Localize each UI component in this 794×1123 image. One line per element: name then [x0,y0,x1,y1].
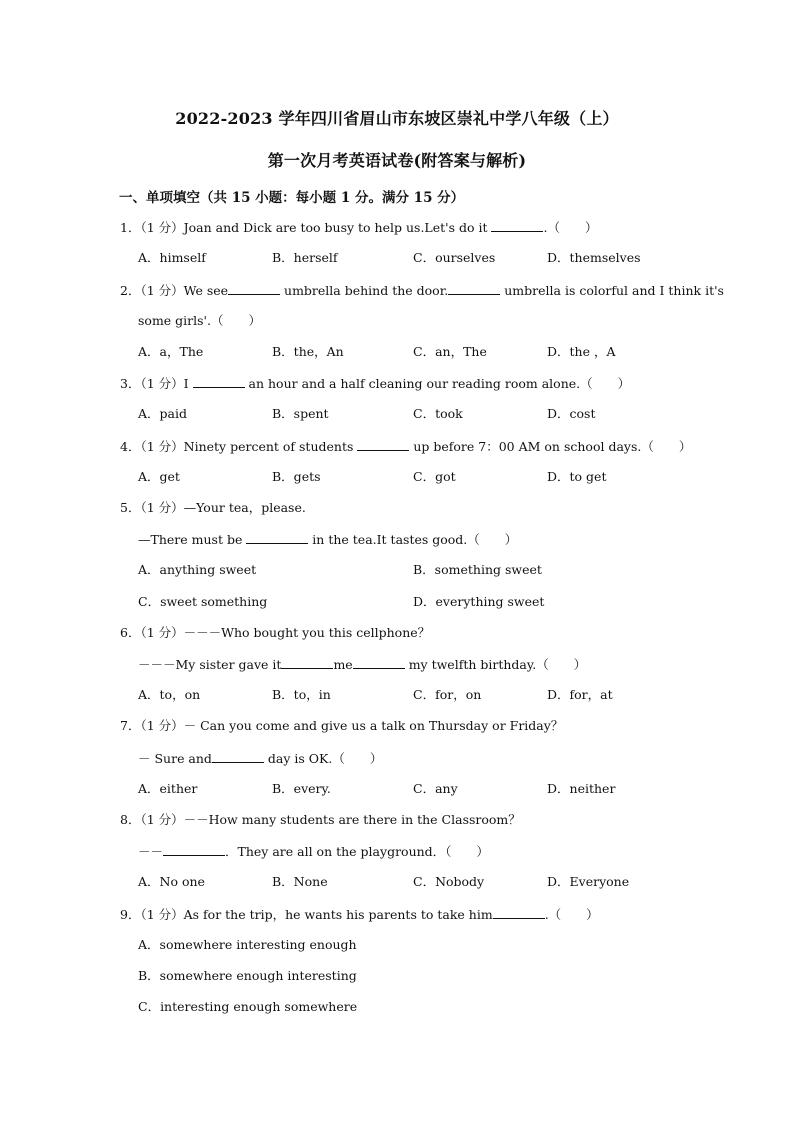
answer-blank [353,655,405,669]
q2-text-c: umbrella is colorful and I think it's [500,283,724,298]
question-2-stem-cont: some girls'.（ ） [138,313,261,328]
question-8-option-a: A．No one [138,874,205,889]
exam-title-line-1: 2022-2023 学年四川省眉山市东坡区崇礼中学八年级（上） [175,109,619,128]
question-8-stem: 8．（1 分）－－How many students are there in the Classroom？ [120,812,521,827]
answer-blank [491,218,543,232]
q5-text-c: in the tea.It tastes good.（ ） [308,532,518,547]
q4-text-b: up before 7：00 AM on school days.（ ） [409,439,692,454]
question-8-option-b: B．None [272,874,328,889]
question-4-option-a: A．get [138,469,180,484]
question-6-option-c: C．for，on [413,687,482,702]
question-4-option-b: B．gets [272,469,321,484]
section-heading: 一、单项填空（共 15 小题：每小题 1 分。满分 15 分） [119,190,465,206]
question-6-option-d: D．for，at [547,687,613,702]
question-5-option-c: C．sweet something [138,594,268,609]
question-1-option-b: B．herself [272,250,338,265]
answer-blank [163,842,225,856]
q6-text-b: －－－My sister gave it [138,657,282,672]
question-2-option-c: C．an，The [413,344,487,359]
question-6-stem-cont [138,655,586,674]
q8-text-b: －－ [138,844,164,859]
question-4-option-c: C．got [413,469,456,484]
question-7-option-b: B．every. [272,781,331,796]
question-3-option-d: D．cost [547,406,596,421]
question-2-option-b: B．the，An [272,344,344,359]
q4-text-a: 4．（1 分）Ninety percent of students [120,439,358,454]
q7-text-b: － Sure and [138,751,212,766]
question-2-stem [120,281,724,300]
question-3-option-c: C．took [413,406,463,421]
question-1-option-a: A．himself [138,250,206,265]
answer-blank [448,281,500,295]
question-2-option-a: A．a，The [138,344,204,359]
question-2-option-d: D．the ，A [547,344,616,359]
q3-text-a: 3．（1 分）I [120,376,193,391]
question-5-option-a: A．anything sweet [138,562,257,577]
q2-text-a: 2．（1 分）We see [120,283,229,298]
question-3-stem [120,374,630,393]
answer-blank [212,749,264,763]
question-9-option-c: C．interesting enough somewhere [138,999,358,1014]
question-9-option-a: A．somewhere interesting enough [138,937,357,952]
question-9-option-b: B．somewhere enough interesting [138,968,357,983]
q9-text-a: 9．（1 分）As for the trip，he wants his parents to take him [120,907,493,922]
q6-text-c: me [333,657,353,672]
question-7-option-c: C．any [413,781,458,796]
question-5-stem: 5．（1 分）—Your tea，please. [120,500,306,515]
question-5-option-b: B．something sweet [413,562,542,577]
question-1-option-d: D．themselves [547,250,641,265]
question-9-stem [120,905,599,924]
question-3-option-a: A．paid [138,406,187,421]
q3-text-b: an hour and a half cleaning our reading room alone.（ ） [244,376,631,391]
question-6-stem: 6．（1 分）－－－Who bought you this cellphone？ [120,625,431,640]
question-1-option-c: C．ourselves [413,250,496,265]
q7-text-c: day is OK.（ ） [263,751,383,766]
answer-blank [357,437,409,451]
question-6-option-b: B．to，in [272,687,331,702]
q1-text-a: 1．（1 分）Joan and Dick are too busy to help us.Let's do it [120,220,492,235]
answer-blank [193,374,245,388]
question-1-stem [120,218,597,237]
q1-text-b: .（ ） [543,220,598,235]
answer-blank [246,530,308,544]
question-7-stem-cont [138,749,382,768]
q2-text-b: umbrella behind the door. [280,283,449,298]
exam-title-line-2: 第一次月考英语试卷(附答案与解析) [267,151,527,170]
q5-text-b: —There must be [138,532,247,547]
question-7-option-a: A．either [138,781,198,796]
answer-blank [281,655,333,669]
question-5-option-d: D．everything sweet [413,594,545,609]
question-4-option-d: D．to get [547,469,607,484]
question-7-option-d: D．neither [547,781,616,796]
answer-blank [493,905,545,919]
question-5-stem-cont [138,530,517,549]
question-6-option-a: A．to，on [138,687,201,702]
question-8-option-d: D．Everyone [547,874,630,889]
question-4-stem [120,437,691,456]
question-3-option-b: B．spent [272,406,329,421]
question-7-stem: 7．（1 分）－ Can you come and give us a talk on Thursday or Friday？ [120,718,564,733]
question-8-stem-cont [138,842,489,861]
q8-text-c: ．They are all on the playground．（ ） [225,844,489,859]
q9-text-b: .（ ） [544,907,599,922]
answer-blank [228,281,280,295]
question-8-option-c: C．Nobody [413,874,485,889]
q6-text-d: my twelfth birthday.（ ） [404,657,587,672]
